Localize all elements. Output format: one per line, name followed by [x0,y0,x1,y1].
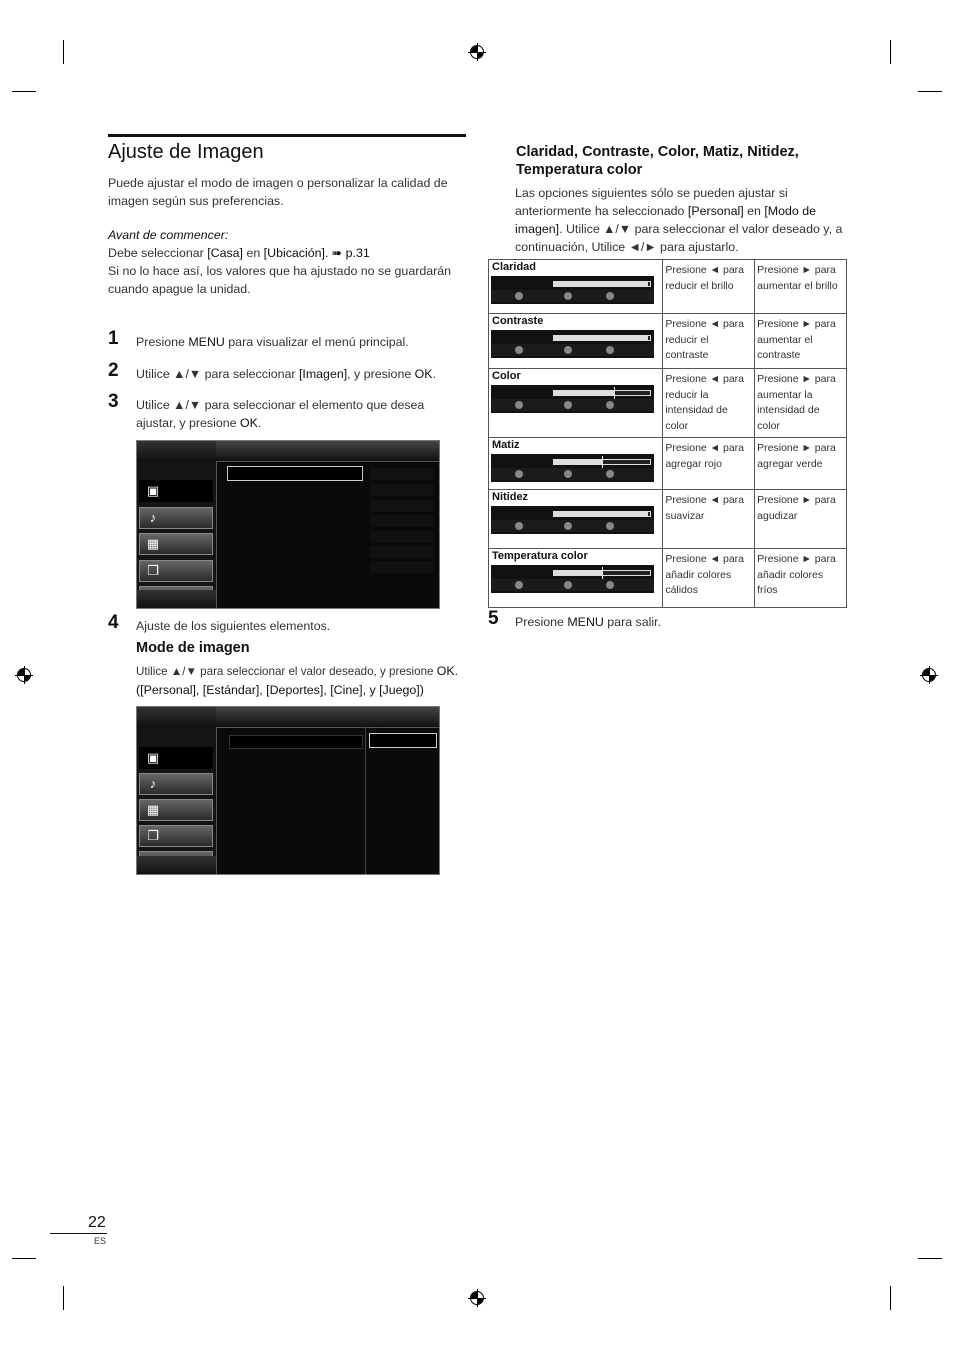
submenu-selected-value[interactable] [369,733,437,748]
menu-value [370,468,434,480]
adjustment-label-cell [489,369,663,438]
music-note-icon: ♪ [149,776,157,791]
step-number: 1 [108,328,119,349]
menu-value [370,561,434,573]
language-code: ES [94,1236,107,1246]
step-text: Presione MENU para salir. [515,615,662,629]
adjustment-label-cell [489,314,663,369]
decrease-instruction: Presione ◄ para reducir el contraste [663,314,755,369]
crop-mark [890,1286,891,1310]
decrease-instruction: Presione ◄ para agregar rojo [663,438,755,490]
adjustment-table [488,259,847,608]
increase-instruction: Presione ► para agregar verde [755,438,847,490]
section-description: Las opciones siguientes sólo se pueden ajustar si anteriormente ha seleccionado [Personal] en [Modo de imagen]. Utilice ▲/▼ para seleccionar el valor deseado y, a continuación, Utilice ◄/► para ajustarlo. [515,186,843,254]
button-hint-icon [606,292,614,300]
adjustment-slider[interactable] [491,454,654,482]
adjustment-name: Nitidez [492,491,529,503]
step-number: 2 [108,360,119,381]
adjustment-label-cell [489,549,663,608]
adjustment-row [489,369,847,438]
section-heading: Claridad, Contraste, Color, Matiz, Nitidez, Temperatura color [516,144,799,178]
submenu-divider [365,727,366,874]
step-text: Presione MENU para visualizar el menú principal. [136,335,409,349]
step-number: 4 [108,612,119,633]
picture-icon: ▣ [146,483,160,498]
adjustment-row [489,314,847,369]
button-hint-icon [564,292,572,300]
music-note-icon: ♪ [149,510,157,525]
decrease-instruction: Presione ◄ para añadir colores cálidos [663,549,755,608]
crop-mark [63,40,64,64]
page-number: 22 [88,1214,106,1231]
button-hint-icon [515,401,523,409]
slider-fill [554,571,602,575]
registration-mark-icon [468,1289,486,1307]
button-hint-icon [515,292,523,300]
menu-selected-item[interactable] [229,735,363,749]
intro-text: Puede ajustar el modo de imagen o personalizar la calidad de imagen según sus preferencias. [108,176,448,208]
menu-value [370,484,434,496]
adjustment-row [489,438,847,490]
adjustment-row [489,490,847,549]
crop-mark [12,1258,36,1259]
button-hint-icon [564,581,572,589]
increase-instruction: Presione ► para aumentar la intensidad de color [755,369,847,438]
decrease-instruction: Presione ◄ para suavizar [663,490,755,549]
adjustment-row [489,260,847,314]
button-hint-icon [515,522,523,530]
slider-fill [554,282,648,286]
picture-icon: ▣ [146,750,160,765]
slider-fill [554,460,602,464]
button-hint-icon [564,346,572,354]
crop-mark [918,1258,942,1259]
increase-instruction: Presione ► para agudizar [755,490,847,549]
menu-selected-item[interactable] [227,466,363,481]
adjustment-label-cell [489,490,663,549]
button-hint-icon [606,522,614,530]
tv-menu-screen [136,440,440,609]
menu-value [370,546,434,558]
increase-instruction: Presione ► para aumentar el contraste [755,314,847,369]
copy-icon: ❐ [147,828,159,843]
before-line1: Debe seleccionar [Casa] en [Ubicación]. ➠ p.31 [108,246,370,260]
registration-mark-icon [468,43,486,61]
title-rule [108,134,466,137]
menu-tab-imagen[interactable] [139,480,213,502]
button-hint-icon [606,581,614,589]
adjustment-slider[interactable] [491,385,654,413]
crop-mark [890,40,891,64]
page-title: Ajuste de Imagen [108,141,264,163]
adjustment-name: Color [492,370,521,382]
menu-tab-canal[interactable] [139,533,213,555]
registration-mark-icon [15,666,33,684]
menu-tab-imagen[interactable] [139,747,213,769]
increase-instruction: Presione ► para añadir colores fríos [755,549,847,608]
adjustment-name: Contraste [492,315,544,327]
adjustment-slider[interactable] [491,506,654,534]
adjustment-name: Claridad [492,261,537,273]
mode-text: Utilice ▲/▼ para seleccionar el valor deseado, y presione OK. ([Personal], [Estándar], [Deportes], [Cine], y [Juego]) [136,664,459,697]
button-hint-icon [606,470,614,478]
menu-tab-sonido[interactable] [139,773,213,795]
menu-value [370,500,434,512]
adjustment-name: Matiz [492,439,520,451]
step-number: 3 [108,391,119,412]
adjustment-slider[interactable] [491,330,654,358]
menu-tab-sonido[interactable] [139,507,213,529]
button-hint-icon [564,401,572,409]
button-hint-icon [515,581,523,589]
step-text: Utilice ▲/▼ para seleccionar el elemento que desea ajustar, y presione OK. [136,398,425,430]
page-number-rule [50,1233,107,1234]
button-hint-icon [606,346,614,354]
adjustment-row [489,549,847,608]
grid-icon: ▦ [146,536,160,551]
menu-tab-copia[interactable] [139,560,213,582]
slider-fill [554,336,648,340]
button-hint-icon [515,346,523,354]
button-hint-icon [515,470,523,478]
before-heading: Avant de commencer: [108,228,229,242]
menu-tab-canal[interactable] [139,799,213,821]
crop-mark [63,1286,64,1310]
grid-icon: ▦ [146,802,160,817]
step-text: Ajuste de los siguientes elementos. [136,619,331,633]
before-line2: Si no lo hace así, los valores que ha ajustado no se guardarán cuando apague la unidad. [108,264,452,296]
adjustment-label-cell [489,260,663,314]
adjustment-slider[interactable] [491,565,654,593]
registration-mark-icon [920,666,938,684]
adjustment-label-cell [489,438,663,490]
mode-heading: Mode de imagen [136,640,250,656]
crop-mark [918,91,942,92]
adjustment-slider[interactable] [491,276,654,304]
decrease-instruction: Presione ◄ para reducir el brillo [663,260,755,314]
menu-value [370,531,434,543]
crop-mark [12,91,36,92]
menu-tab-copia[interactable] [139,825,213,847]
button-hint-icon [564,470,572,478]
copy-icon: ❐ [147,563,159,578]
increase-instruction: Presione ► para aumentar el brillo [755,260,847,314]
slider-fill [554,391,614,395]
menu-value [370,515,434,527]
step-text: Utilice ▲/▼ para seleccionar [Imagen], y presione OK. [136,367,437,381]
decrease-instruction: Presione ◄ para reducir la intensidad de color [663,369,755,438]
adjustment-name: Temperatura color [492,550,588,562]
button-hint-icon [564,522,572,530]
tv-menu-screen-mode [136,706,440,875]
button-hint-icon [606,401,614,409]
slider-fill [554,512,648,516]
step-number: 5 [488,608,499,629]
